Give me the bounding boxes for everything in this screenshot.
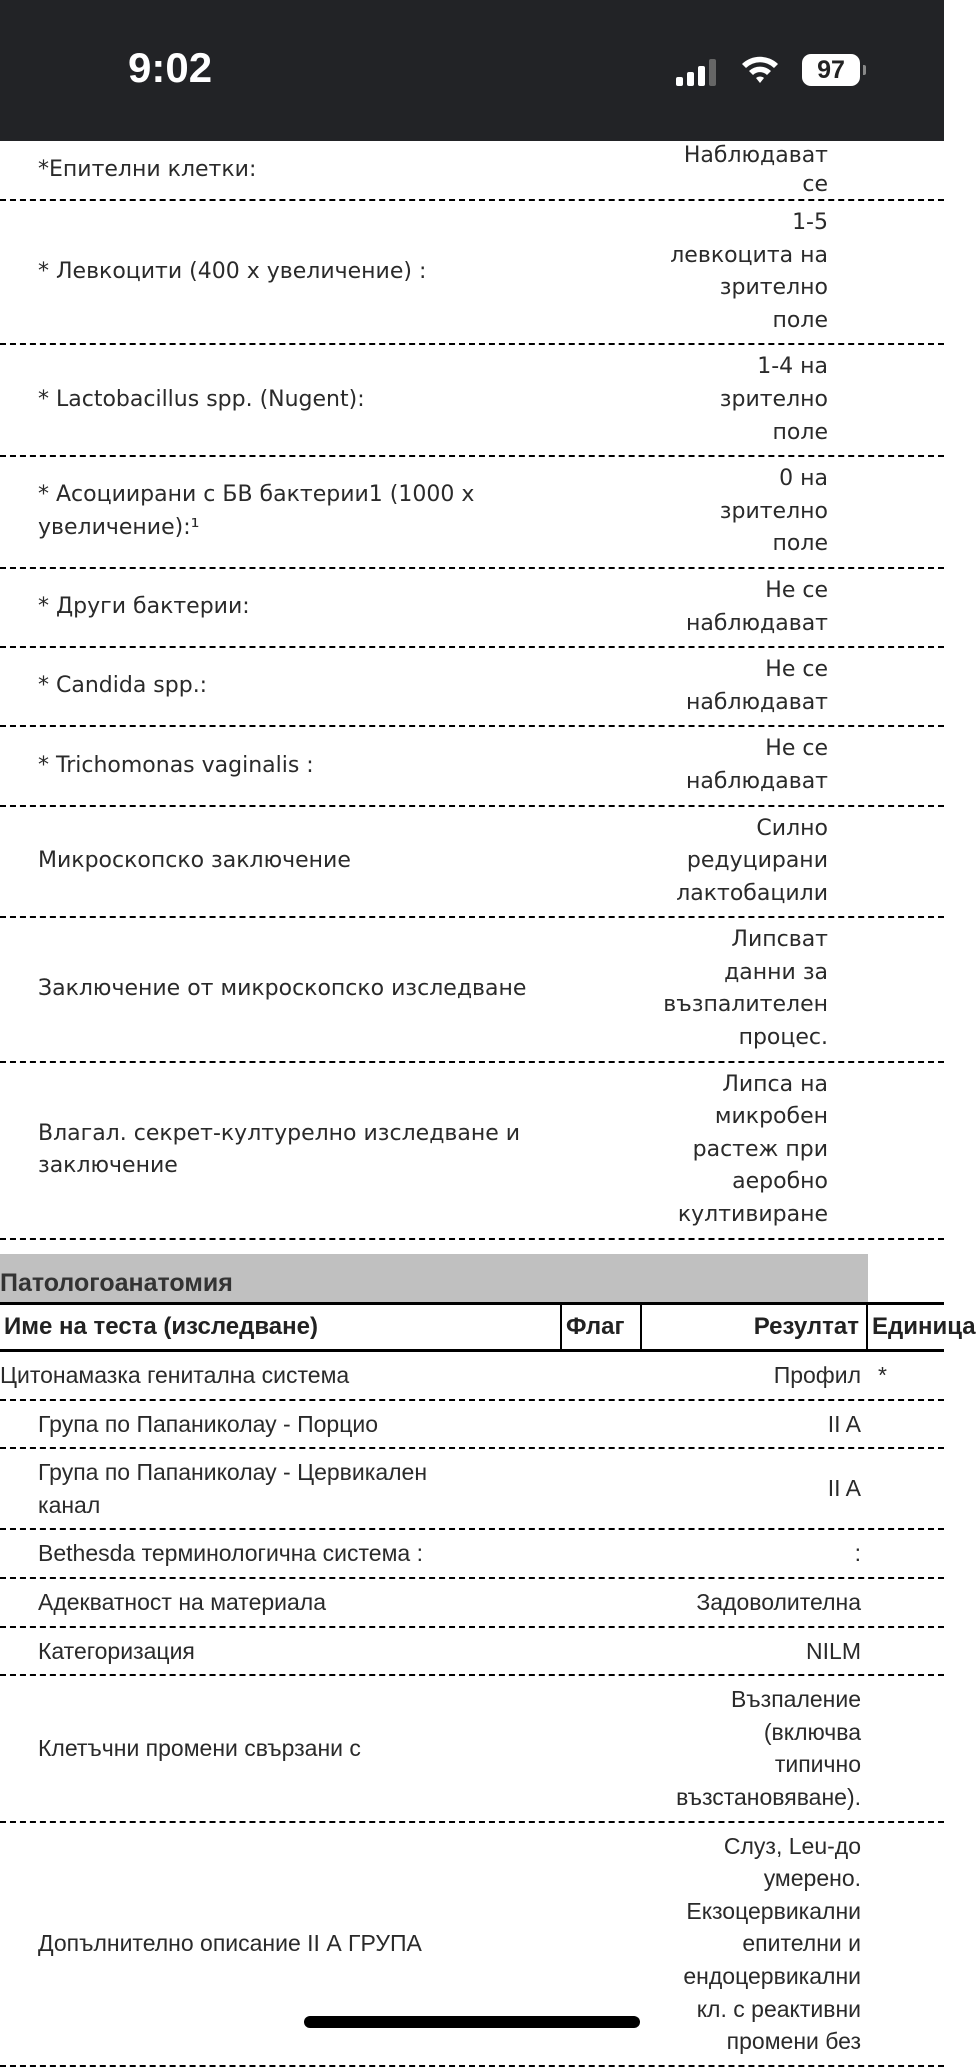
test-label: Заключение от микроскопско изследване <box>38 976 527 1002</box>
section-title: Патологоанатомия <box>0 1254 868 1302</box>
test-name: Група по Папаниколау - Цервикален канал <box>38 1459 428 1518</box>
test-value: 1-5 левкоцита на зрително поле <box>670 210 828 333</box>
pathology-section <box>0 1254 976 2067</box>
result-cell: : <box>854 1540 861 1567</box>
battery-icon: 97 <box>802 54 860 86</box>
unit-cell: * <box>878 1362 887 1388</box>
table-row <box>0 1676 944 1822</box>
test-name: Група по Папаниколау - Порцио <box>38 1410 379 1437</box>
result-cell: Слуз, Leu-до умерено. Екзоцервикални епителни и ендоцервикални кл. с реактивни промени без <box>683 1832 861 2055</box>
test-value: Липса на микробен растеж при аеробно култивиране <box>677 1071 828 1228</box>
table-header <box>0 1302 976 1352</box>
test-label: *Епителни клетки: <box>38 156 257 182</box>
test-value: Не се наблюдават <box>686 657 828 715</box>
test-value: Не се наблюдават <box>686 736 828 794</box>
header-name: Име на теста (изследване) <box>0 1305 562 1349</box>
table-row <box>0 1579 944 1628</box>
test-label: * Candida spp.: <box>38 673 208 699</box>
result-row <box>0 345 944 457</box>
table-row <box>0 1401 944 1450</box>
test-value: Наблюдават се <box>683 143 828 197</box>
cellular-signal-icon <box>676 58 716 86</box>
test-label: * Асоциирани с БВ бактерии1 (1000 х увеличение):¹ <box>38 482 475 541</box>
home-indicator[interactable] <box>304 2016 640 2028</box>
result-cell: NILM <box>806 1637 861 1664</box>
result-cell: II A <box>827 1475 861 1502</box>
header-unit: Единица <box>872 1313 976 1340</box>
result-row <box>0 648 944 727</box>
test-label: * Левкоцити (400 х увеличение) : <box>38 258 427 284</box>
test-value: 0 на зрително поле <box>719 466 828 557</box>
test-label: Влагал. секрет-културелно изследване и заключение <box>38 1120 521 1179</box>
result-row <box>0 807 944 919</box>
test-label: * Lactobacillus spp. (Nugent): <box>38 386 365 412</box>
result-cell: Профил <box>773 1362 861 1388</box>
test-name: Допълнително описание II А ГРУПА <box>38 1930 422 1957</box>
table-row <box>0 1449 944 1530</box>
clock: 9:02 <box>128 44 213 91</box>
header-result: Резултат <box>642 1305 868 1349</box>
result-cell: Задоволителна <box>696 1588 861 1615</box>
test-value: 1-4 на зрително поле <box>719 354 828 445</box>
result-row <box>0 1063 944 1240</box>
test-value: Не се наблюдават <box>686 577 828 636</box>
test-name: Адекватност на материала <box>38 1588 327 1615</box>
test-value: Липсват данни за възпалителен процес. <box>663 927 828 1051</box>
table-row <box>0 1352 944 1401</box>
test-value: Силно редуцирани лактобацили <box>676 815 828 906</box>
test-name: Bethesda терминологична система : <box>38 1540 423 1567</box>
wifi-icon <box>740 52 780 86</box>
header-flag: Флаг <box>562 1305 642 1349</box>
result-row <box>0 918 944 1062</box>
result-row <box>0 141 944 201</box>
test-label: * Други бактерии: <box>38 594 250 620</box>
test-name: Клетъчни промени свързани с <box>38 1735 361 1762</box>
table-row <box>0 1530 944 1579</box>
test-label: * Trichomonas vaginalis : <box>38 752 314 778</box>
test-name: Категоризация <box>38 1637 195 1664</box>
result-cell: II A <box>827 1410 861 1437</box>
result-row <box>0 201 944 345</box>
table-row <box>0 1823 944 2067</box>
table-row <box>0 1628 944 1677</box>
result-row <box>0 569 944 648</box>
status-bar <box>0 0 944 141</box>
test-label: Микроскопско заключение <box>38 848 351 874</box>
result-row <box>0 457 944 569</box>
result-cell: Възпаление (включва типично възстановяване). <box>676 1686 861 1810</box>
microscopy-results <box>0 141 944 1240</box>
test-name: Цитонамазка генитална система <box>0 1362 350 1388</box>
result-row <box>0 727 944 806</box>
